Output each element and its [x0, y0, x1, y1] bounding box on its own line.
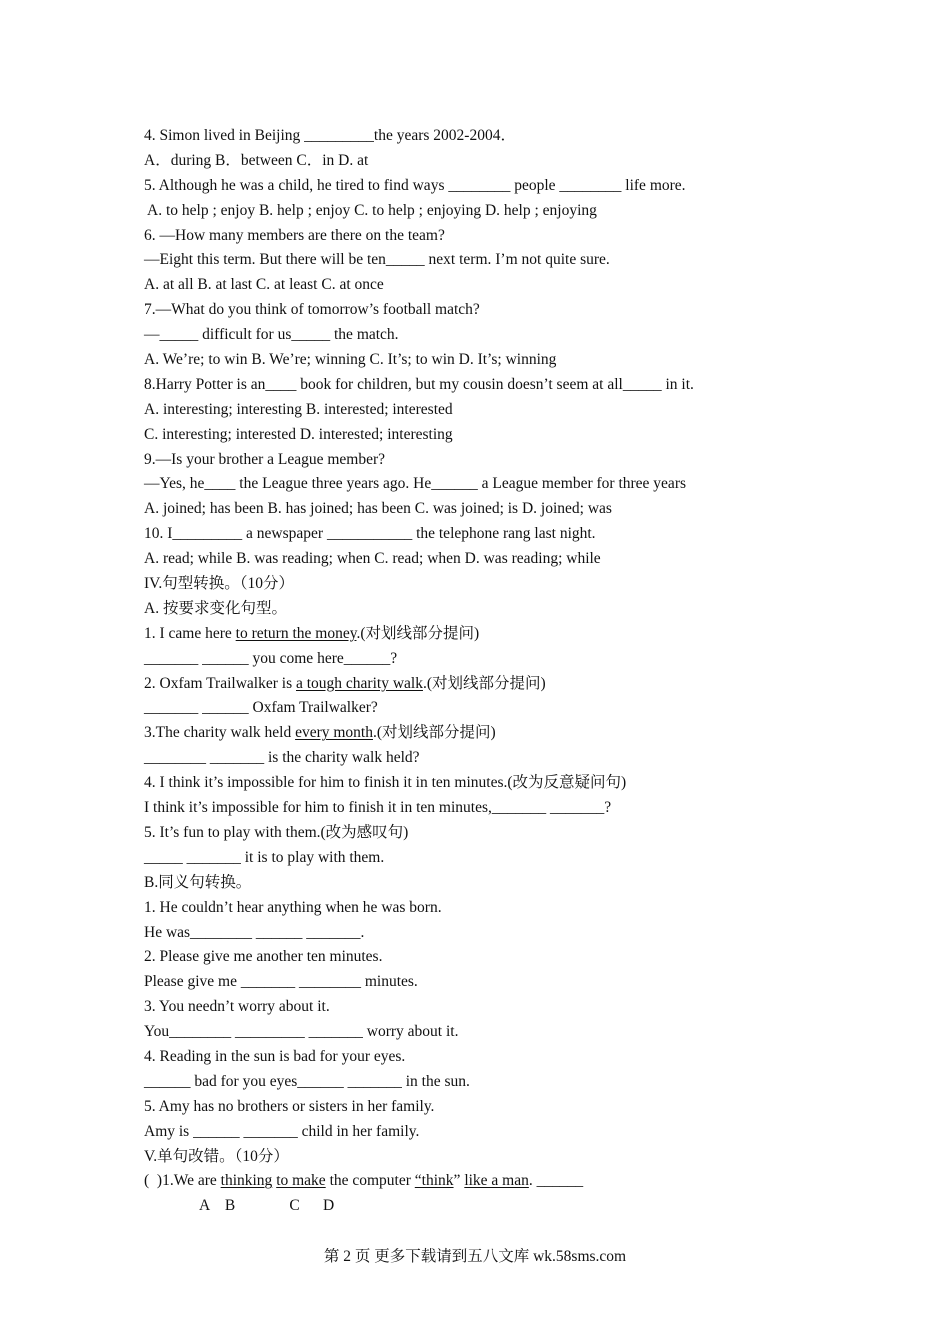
text-line: 1. He couldn’t hear anything when he was born.: [144, 898, 442, 916]
worksheet-body: [144, 124, 864, 1219]
text-line-underlined: 2. Oxfam Trailwalker is a tough charity walk.(对划线部分提问): [144, 674, 546, 692]
underlined-option-b: to make: [276, 1172, 326, 1190]
text-line: A. read; while B. was reading; when C. read; when D. was reading; while: [144, 550, 601, 568]
text-line: A．during B．between C．in D. at: [144, 151, 369, 169]
text-line: 7.—What do you think of tomorrow’s football match?: [144, 301, 480, 319]
text-line: IV.句型转换。（10分）: [144, 575, 294, 593]
text-line: 4. Simon lived in Beijing _________the years 2002-2004．: [144, 127, 516, 144]
underlined-option-c: “think: [414, 1172, 454, 1190]
error-correction-question: ( )1.We are thinking to make the computer “think” like a man. ______: [144, 1172, 584, 1190]
text-line-underlined: 1. I came here to return the money.(对划线部分提问): [144, 624, 480, 642]
text-line: 6. —How many members are there on the team?: [144, 226, 445, 244]
text-line: A. 按要求变化句型。: [144, 599, 287, 617]
error-option-letters: A B C D: [199, 1197, 335, 1215]
text-line: 4. I think it’s impossible for him to finish it in ten minutes.(改为反意疑问句): [144, 774, 627, 792]
text-line: ________ _______ is the charity walk held?: [144, 749, 420, 767]
question-lines: [144, 124, 864, 1169]
text-line: 9.—Is your brother a League member?: [144, 450, 386, 468]
text-line: _____ _______ it is to play with them.: [144, 848, 385, 866]
text-line: 3. You needn’t worry about it.: [144, 998, 330, 1016]
underlined-phrase: to return the money: [235, 624, 357, 642]
text-line-underlined: 3.The charity walk held every month.(对划线部分提问): [144, 724, 496, 742]
text-line: A. We’re; to win B. We’re; winning C. It’s; to win D. It’s; winning: [144, 351, 557, 369]
text-line: 10. I_________ a newspaper ___________ the telephone rang last night.: [144, 525, 596, 543]
text-line: V.单句改错。（10分）: [144, 1147, 289, 1165]
text-line: 2. Please give me another ten minutes.: [144, 948, 383, 966]
text-line: _______ ______ Oxfam Trailwalker?: [144, 699, 378, 717]
underlined-option-a: thinking: [220, 1172, 273, 1190]
text-line: 4. Reading in the sun is bad for your eyes.: [144, 1047, 406, 1065]
text-line: You________ _________ _______ worry about it.: [144, 1023, 459, 1041]
underlined-phrase: a tough charity walk: [295, 674, 423, 692]
text-line: 5. It’s fun to play with them.(改为感叹句): [144, 823, 409, 841]
text-line: 5. Amy has no brothers or sisters in her family.: [144, 1097, 435, 1115]
text-line: Please give me _______ ________ minutes.: [144, 973, 418, 991]
text-line: C. interesting; interested D. interested; interesting: [144, 425, 453, 443]
underlined-phrase: every month: [295, 724, 373, 742]
text-line: B.同义句转换。: [144, 873, 252, 891]
text-line: He was________ ______ _______.: [144, 923, 365, 941]
text-line: A. to help ; enjoy B. help ; enjoy C. to help ; enjoying D. help ; enjoying: [144, 201, 597, 219]
text-line: Amy is ______ _______ child in her family.: [144, 1122, 420, 1140]
text-line: —Eight this term. But there will be ten_____ next term. I’m not quite sure.: [144, 251, 610, 269]
text-line: I think it’s impossible for him to finish it in ten minutes,_______ _______?: [144, 799, 612, 817]
underlined-option-d: like a man: [464, 1172, 529, 1190]
text-line: ______ bad for you eyes______ _______ in the sun.: [144, 1072, 470, 1090]
text-line: A. joined; has been B. has joined; has been C. was joined; is D. joined; was: [144, 500, 612, 518]
text-line: A. interesting; interesting B. interested; interested: [144, 400, 453, 418]
page-footer: 第 2 页 更多下载请到五八文库 wk.58sms.com: [323, 1248, 627, 1265]
text-line: A. at all B. at last C. at least C. at once: [144, 276, 384, 294]
text-line: _______ ______ you come here______?: [144, 649, 398, 667]
text-line: 8.Harry Potter is an____ book for children, but my cousin doesn’t seem at all_____ in it.: [144, 375, 694, 393]
text-line: —_____ difficult for us_____ the match.: [144, 326, 399, 344]
text-line: —Yes, he____ the League three years ago. He______ a League member for three years: [144, 475, 687, 493]
text-line: 5. Although he was a child, he tired to find ways ________ people ________ life more.: [144, 176, 686, 194]
